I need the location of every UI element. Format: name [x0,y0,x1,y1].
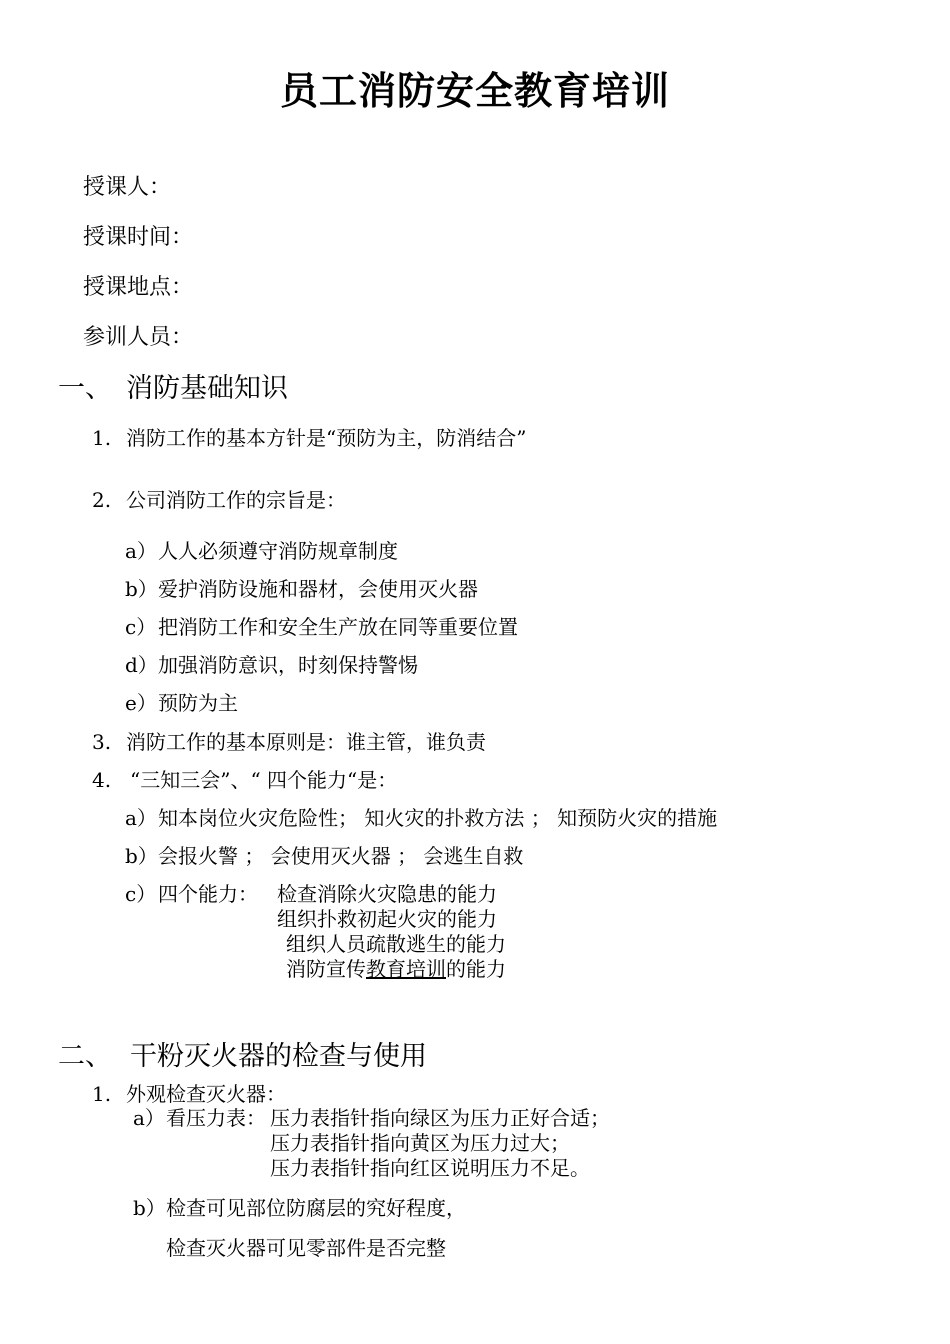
section-2-number: 二、 [58,1041,112,1072]
s1-item-1-text: 消防工作的基本方针是“预防为主，防消结合” [126,426,527,450]
s1-item-2b-label: b） [125,577,158,601]
s1-item-2d-text: 加强消防意识，时刻保持警惕 [158,653,418,677]
s1-ability-1: 检查消除火灾隐患的能力 [277,882,497,906]
s1-item-4-number: 4. [92,768,112,792]
s2-item-1a-title: 看压力表： [166,1106,266,1130]
s1-item-2d-label: d） [125,653,158,677]
s1-item-2b-text: 爱护消防设施和器材，会使用灭火器 [158,577,478,601]
s1-item-4c-title: 四个能力： [158,882,258,906]
s1-item-2-text: 公司消防工作的宗旨是： [126,488,346,512]
s2-item-1b-line-1: 检查可见部位防腐层的究好程度， [166,1196,466,1220]
s2-gauge-green: 压力表指针指向绿区为压力正好合适； [270,1106,610,1130]
section-1-title: 消防基础知识 [126,373,288,404]
time-label: 授课时间： [83,225,194,250]
s1-item-4a-label: a） [125,806,157,830]
s1-item-4a-text: 知本岗位火灾危险性； 知火灾的扑救方法 ； 知预防火灾的措施 [158,806,718,830]
s1-item-2-number: 2. [92,488,112,512]
s2-item-1b-label: b） [133,1196,166,1220]
s1-item-3-number: 3. [92,730,112,754]
s2-gauge-yellow: 压力表指针指向黄区为压力过大； [270,1131,570,1155]
s1-ability-3: 组织人员疏散逃生的能力 [286,932,506,956]
s1-ability-2: 组织扑救初起火灾的能力 [277,907,497,931]
s1-ability-4-prefix: 消防宣传 [286,957,366,981]
section-1-number: 一、 [58,373,112,404]
s2-item-1-text: 外观检查灭火器： [126,1082,286,1106]
s1-item-2a-label: a） [125,539,157,563]
s1-item-2e-text: 预防为主 [158,691,238,715]
instructor-label: 授课人： [83,175,172,200]
participants-label: 参训人员： [83,325,194,350]
s1-item-4-text: “三知三会”、“ 四个能力“是： [130,768,398,792]
s1-ability-4-link[interactable]: 教育培训 [366,957,446,981]
s1-ability-4-suffix: 的能力 [446,957,506,981]
s1-item-2c-label: c） [125,615,157,639]
s2-item-1a-label: a） [133,1106,165,1130]
s1-item-2e-label: e） [125,691,157,715]
section-1-heading [58,373,288,404]
s1-ability-4 [286,959,506,979]
s2-item-1b-line-2: 检查灭火器可见零部件是否完整 [166,1236,446,1260]
s1-item-3-text: 消防工作的基本原则是：谁主管，谁负责 [126,730,486,754]
s1-item-1-number: 1. [92,426,112,450]
s2-item-1-number: 1. [92,1082,112,1106]
s2-gauge-red: 压力表指针指向红区说明压力不足。 [270,1156,590,1180]
s1-item-4c-label: c） [125,882,157,906]
location-label: 授课地点： [83,275,194,300]
s1-item-2a-text: 人人必须遵守消防规章制度 [158,539,398,563]
s1-item-4b-text: 会报火警 ； 会使用灭火器 ； 会逃生自救 [158,844,524,868]
section-2-heading [58,1041,427,1072]
s1-item-2c-text: 把消防工作和安全生产放在同等重要位置 [158,615,518,639]
s1-item-4b-label: b） [125,844,158,868]
document-title: 员工消防安全教育培训 [279,68,670,113]
section-2-title: 干粉灭火器的检查与使用 [130,1041,427,1072]
